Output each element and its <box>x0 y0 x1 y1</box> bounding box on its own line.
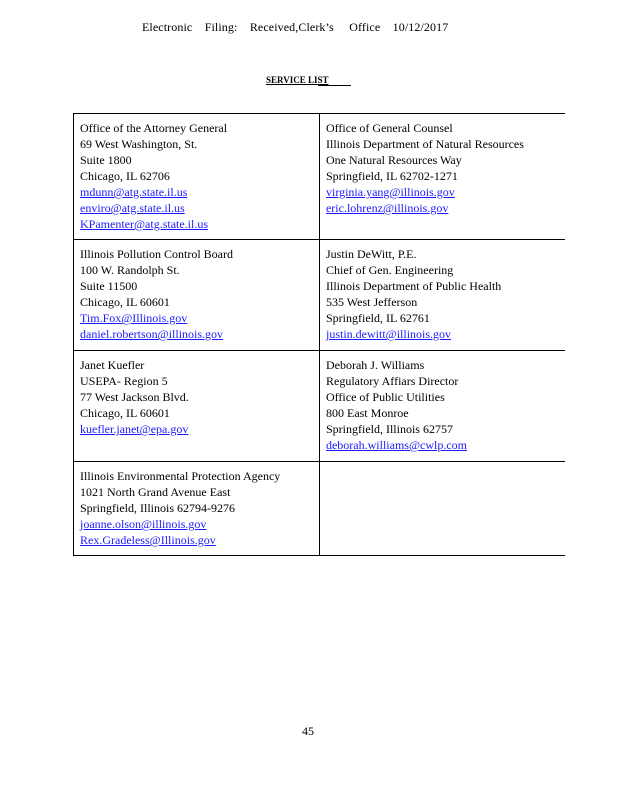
entry-line: Janet Kuefler <box>80 358 145 372</box>
service-entry <box>319 114 565 240</box>
entry-line: Illinois Department of Natural Resources <box>325 137 524 151</box>
email-link[interactable]: deborah.williams@cwlp.com <box>325 438 468 452</box>
entry-line: Springfield, Illinois 62794-9276 <box>80 501 235 515</box>
service-entry <box>319 240 565 351</box>
email-link[interactable]: justin.dewitt@illinois.gov <box>325 327 452 341</box>
service-list-table <box>73 113 565 556</box>
table-row <box>74 240 566 351</box>
entry-line: USEPA- Region 5 <box>80 374 168 388</box>
entry-line: Office of the Attorney General <box>80 121 228 135</box>
email-link[interactable]: mdunn@atg.state.il.us <box>80 185 188 199</box>
entry-line: Chicago, IL 60601 <box>80 295 170 309</box>
entry-line: 1021 North Grand Avenue East <box>80 485 231 499</box>
email-link[interactable]: eric.lohrenz@illinois.gov <box>325 201 449 215</box>
entry-line: Illinois Environmental Protection Agency <box>80 469 281 483</box>
service-entry <box>74 240 320 351</box>
entry-line: Chicago, IL 60601 <box>80 406 170 420</box>
service-list-title: SERVICE LIST <box>266 75 329 85</box>
entry-line: Illinois Pollution Control Board <box>80 247 234 261</box>
table-row <box>74 351 566 462</box>
email-link[interactable]: joanne.olson@illinois.gov <box>80 517 207 531</box>
entry-line: Justin DeWitt, P.E. <box>325 247 417 261</box>
entry-line: Office of General Counsel <box>325 121 453 135</box>
entry-line: Springfield, IL 62702-1271 <box>325 169 458 183</box>
entry-line: Suite 1800 <box>80 153 132 167</box>
entry-line: 69 West Washington, St. <box>80 137 198 151</box>
service-entry <box>74 114 320 240</box>
email-link[interactable]: kuefler.janet@epa.gov <box>80 422 189 436</box>
page-number: 45 <box>302 724 314 738</box>
entry-line: Regulatory Affiars Director <box>325 374 459 388</box>
email-link[interactable]: enviro@atg.state.il.us <box>80 201 185 215</box>
entry-line: 100 W. Randolph St. <box>80 263 180 277</box>
email-link[interactable]: daniel.robertson@illinois.gov <box>80 327 224 341</box>
entry-line: Chicago, IL 62706 <box>80 169 170 183</box>
entry-line: Suite 11500 <box>80 279 138 293</box>
entry-line: Chief of Gen. Engineering <box>325 263 454 277</box>
title-underline-rule <box>318 85 351 86</box>
empty-entry <box>319 462 565 556</box>
entry-line: Deborah J. Williams <box>325 358 425 372</box>
filing-stamp-header: Electronic Filing: Received,Clerk’s Office 10/12/2017 <box>142 20 449 34</box>
entry-line: 535 West Jefferson <box>325 295 418 309</box>
service-entry <box>319 351 565 462</box>
email-link[interactable]: KPamenter@atg.state.il.us <box>80 217 209 231</box>
entry-line: Springfield, IL 62761 <box>325 311 430 325</box>
email-link[interactable]: Rex.Gradeless@Illinois.gov <box>80 533 216 547</box>
entry-line: One Natural Resources Way <box>325 153 462 167</box>
table-row <box>74 114 566 240</box>
entry-line: Springfield, Illinois 62757 <box>325 422 453 436</box>
email-link[interactable]: Tim.Fox@Illinois.gov <box>80 311 188 325</box>
entry-line: Office of Public Utilities <box>325 390 445 404</box>
email-link[interactable]: virginia.yang@illinois.gov <box>325 185 455 199</box>
entry-line: 800 East Monroe <box>325 406 409 420</box>
table-row <box>74 462 566 556</box>
service-entry <box>74 462 320 556</box>
entry-line: Illinois Department of Public Health <box>325 279 502 293</box>
service-entry <box>74 351 320 462</box>
entry-line: 77 West Jackson Blvd. <box>80 390 189 404</box>
